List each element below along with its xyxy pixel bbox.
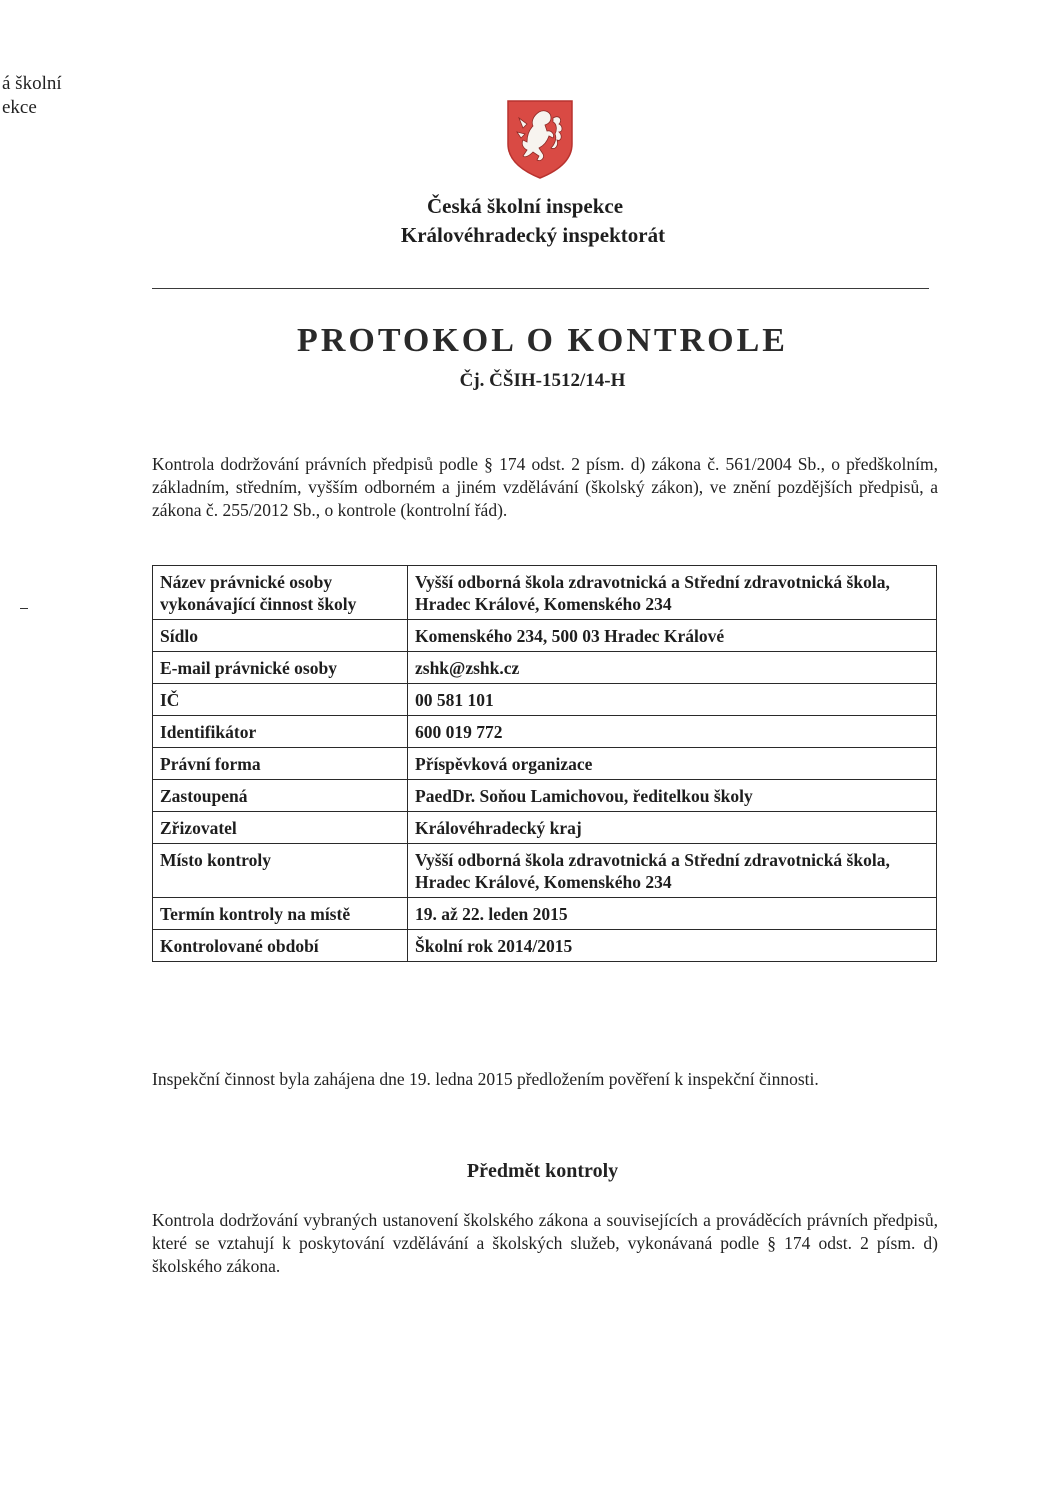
row-value: Komenského 234, 500 03 Hradec Králové [408, 620, 937, 652]
row-label: Identifikátor [153, 716, 408, 748]
row-label: Kontrolované období [153, 930, 408, 962]
header-divider [152, 288, 929, 289]
row-label: Zastoupená [153, 780, 408, 812]
reference-number: Čj. ČŠIH-1512/14-H [459, 370, 626, 391]
subject-paragraph: Kontrola dodržování vybraných ustanovení školského zákona a souvisejících a prováděcích právních předpisů, které se vztahují k poskytování vzdělávání a školských služeb, vykonávaná podle § 174 odst. 2 písm. d) školského zákona. [152, 1210, 938, 1276]
row-value: 600 019 772 [408, 716, 937, 748]
section-heading-subject: Předmět kontroly [466, 1160, 619, 1182]
document-title: PROTOKOL O KONTROLE [297, 322, 788, 359]
row-value: Královéhradecký kraj [408, 812, 937, 844]
row-value: PaedDr. Soňou Lamichovou, ředitelkou školy [408, 780, 937, 812]
row-label: Právní forma [153, 748, 408, 780]
row-value: Školní rok 2014/2015 [408, 930, 937, 962]
start-statement: Inspekční činnost byla zahájena dne 19. ledna 2015 předložením pověření k inspekční činnosti. [152, 1069, 819, 1089]
inspection-info-table [152, 565, 937, 962]
organization-name: Česká školní inspekce [426, 194, 624, 218]
row-label: Termín kontroly na místě [153, 898, 408, 930]
table-row [153, 716, 937, 748]
table-row [153, 748, 937, 780]
table-row [153, 844, 937, 898]
table-row [153, 930, 937, 962]
table-row [153, 566, 937, 620]
margin-text-fragment [2, 72, 62, 120]
margin-text-line-1: á školní [2, 73, 62, 94]
table-row [153, 620, 937, 652]
coat-of-arms-icon [505, 98, 575, 180]
row-value: zshk@zshk.cz [408, 652, 937, 684]
table-row [153, 652, 937, 684]
row-value: Příspěvková organizace [408, 748, 937, 780]
row-value: 19. až 22. leden 2015 [408, 898, 937, 930]
table-row [153, 780, 937, 812]
row-value: Vyšší odborná škola zdravotnická a Střední zdravotnická škola, Hradec Králové, Komenského 234 [408, 844, 937, 898]
row-label: Místo kontroly [153, 844, 408, 898]
row-label: E-mail právnické osoby [153, 652, 408, 684]
table-row [153, 684, 937, 716]
row-label: IČ [153, 684, 408, 716]
row-label: Zřizovatel [153, 812, 408, 844]
margin-mark [20, 608, 28, 609]
row-label: Název právnické osoby vykonávající činnost školy [153, 566, 408, 620]
row-label: Sídlo [153, 620, 408, 652]
table-row [153, 898, 937, 930]
inspectorate-name: Královéhradecký inspektorát [400, 223, 666, 247]
table-row [153, 812, 937, 844]
margin-text-line-2: ekce [2, 97, 37, 118]
intro-paragraph: Kontrola dodržování právních předpisů podle § 174 odst. 2 písm. d) zákona č. 561/2004 Sb., o předškolním, základním, středním, vyšším odborném a jiném vzdělávání (školský zákon), ve znění pozdějších předpisů, a zákona č. 255/2012 Sb., o kontrole (kontrolní řád). [152, 454, 938, 520]
row-value: Vyšší odborná škola zdravotnická a Střední zdravotnická škola, Hradec Králové, Komenského 234 [408, 566, 937, 620]
row-value: 00 581 101 [408, 684, 937, 716]
